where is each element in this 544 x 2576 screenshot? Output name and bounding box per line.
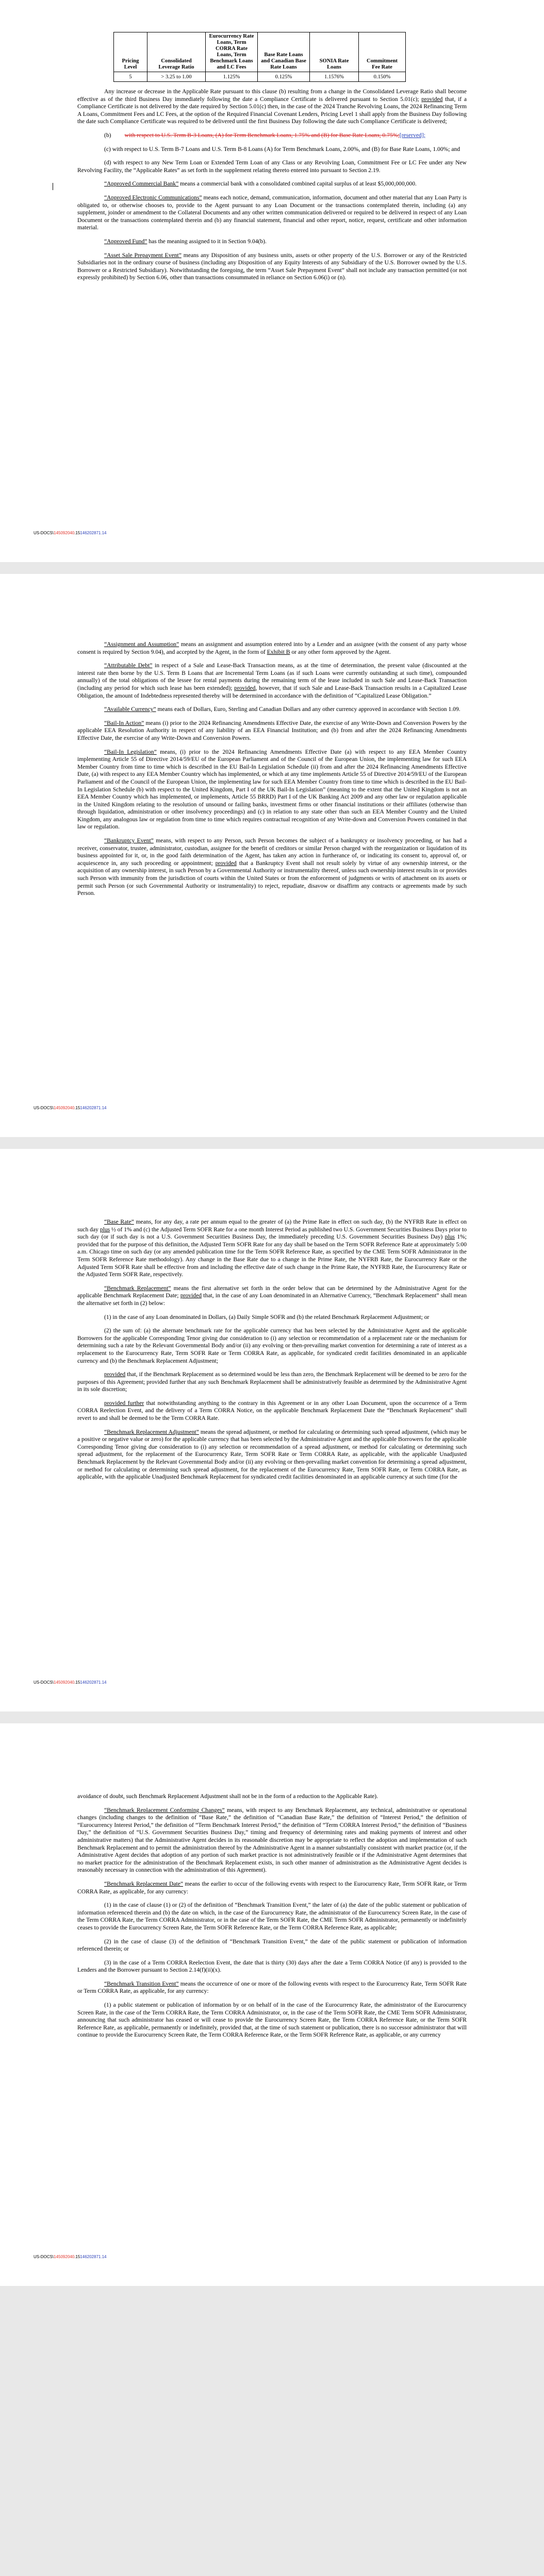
definition-asset-sale-prepayment-event: “Asset Sale Prepayment Event” means any Disposition of any business units, assets or other property of the U.S. Borrower or any of the Restricted Subsidiaries not in the ordinary course of business (including any Disposition of any Equity Interests of any Subsidiary of the U.S. Borrower owned by the U.S. Borrower or a Restricted Subsidiary). Notwithstanding the foregoing, the term “Asset Sale Prepayment Event” shall not include any transaction permitted (or not expressly prohibited) by Section 6.06, other than transactions consummated in reliance on Section 6.06(i) or (n). (77, 251, 467, 281)
document-page-2 (0, 574, 544, 1137)
definition-attributable-debt: “Attributable Debt” in respect of a Sale and Lease-Back Transaction means, as at the time of determination, the present value (discounted at the interest rate then borne by the U.S. Term B Loans that are Incremental Term Loans (as if such Loans were currently outstanding at such time), compounded annually) of the total obligations of the lessee for rental payments during the remaining term of the lease included in such Sale and Lease-Back Transaction (including any period for which such lease has been extended); provided, however, that if such Sale and Lease-Back Transaction results in a Capitalized Lease Obligation, the amount of Indebtedness represented thereby will be determined in accordance with the definition of “Capitalized Lease Obligation.” (77, 662, 467, 699)
definition-base-rate: “Base Rate” means, for any day, a rate per annum equal to the greater of (a) the Prime Rate in effect on such day, (b) the NYFRB Rate in effect on such day plus ½ of 1% and (c) the Adjusted Term SOFR Rate for a one month Interest Period as published two U.S. Government Securities Business Days prior to such day (or if such day is not a U.S. Government Securities Business Day, the immediately preceding U.S. Government Securities Business Day) plus 1%; provided that for the purpose of this definition, the Adjusted Term SOFR Rate for any day shall be based on the Term SOFR Reference Rate at approximately 5:00 a.m. Chicago time on such day (or any amended publication time for the Term SOFR Reference Rate, as specified by the CME Term SOFR Administrator in the Term SOFR Reference Rate methodology). Any change in the Base Rate due to a change in the Prime Rate, the NYFRB Rate, the Eurocurrency Rate or the Adjusted Term SOFR Rate shall be effective from and including the effective date of such change in the Prime Rate, the NYFRB Rate, the Eurocurrency Rate or the Adjusted Term SOFR Rate, respectively. (77, 1218, 467, 1278)
document-page-3 (0, 1149, 544, 1711)
definition-available-currency: “Available Currency” means each of Dollars, Euro, Sterling and Canadian Dollars and any other currency approved in accordance with Section 1.09. (104, 706, 460, 713)
definition-bail-in-action: “Bail-In Action” means (i) prior to the 2024 Refinancing Amendments Effective Date, the exercise of any Write-Down and Conversion Powers by the applicable EEA Resolution Authority in respect of any liability of an EEA Financial Institution; and (b) from and after the 2024 Refinancing Amendments Effective Date, the exercise of any Write-Down and Conversion Powers. (77, 719, 467, 741)
clause-d: (d) with respect to any New Term Loan or Extended Term Loan of any Class or any Revolving Loan, Commitment Fee or LC Fee under any New Revolving Facility, the “Applicable Rates” as set forth in the supplement relating thereto entered into pursuant to Section 2.19. (77, 159, 467, 174)
definition-benchmark-replacement: “Benchmark Replacement” means the first alternative set forth in the order below that can be determined by the Administrative Agent for the applicable Benchmark Replacement Date; provided that, in the case of any Loan denominated in an Alternative Currency, “Benchmark Replacement” shall mean the alternative set forth in (2) below: (77, 1284, 467, 1307)
table-cell: 1.1576% (310, 72, 359, 82)
benchmark-replacement-clause-1: (1) in the case of any Loan denominated in Dollars, (a) Daily Simple SOFR and (b) the related Benchmark Replacement Adjustment; or (104, 1313, 430, 1320)
table-header-cell: Pricing Level (114, 32, 147, 72)
definition-benchmark-transition-event: “Benchmark Transition Event” means the occurrence of one or more of the following events with respect to the Eurocurrency Rate, Term SOFR Rate or Term CORRA Rate, as applicable, for any currency: (77, 1980, 467, 1995)
deleted-text: with respect to U.S. Term B-3 Loans, (A) for Term Benchmark Loans, 1.75% and (B) for Base Rate Loans, 0.75%; (124, 131, 400, 139)
definition-bankruptcy-event: “Bankruptcy Event” means, with respect to any Person, such Person becomes the subject of a bankruptcy or insolvency proceeding, or has had a receiver, conservator, trustee, administrator, custodian, assignee for the benefit of creditors or similar Person charged with the reorganization or liquidation of its business appointed for it, or, in the good faith determination of the Agent, has taken any action in furtherance of, or indicating its consent to, approval of, or acquiescence in, any such proceeding or appointment; provided that a Bankruptcy Event shall not result solely by virtue of any ownership interest, or the acquisition of any ownership interest, in such Person by a Governmental Authority or instrumentality thereof, unless such ownership interest results in or provides such Person with immunity from the jurisdiction of courts within the United States or from the enforcement of judgments or writs of attachment on its assets or permit such Person (or such Governmental Authority or instrumentality) to reject, repudiate, disavow or disaffirm any contracts or agreements made by such Person. (77, 837, 467, 897)
benchmark-proviso-1: provided that, if the Benchmark Replacement as so determined would be less than zero, the Benchmark Replacement will be deemed to be zero for the purposes of this Agreement; provided further that any such Benchmark Replacement shall be administratively feasible as determined by the Administrative Agent in its sole discretion; (77, 1371, 467, 1393)
table-cell: 0.125% (258, 72, 310, 82)
replacement-date-clause-1: (1) in the case of clause (1) or (2) of the definition of “Benchmark Transition Event,” the later of (a) the date of the public statement or publication of information referenced therein and (b) the date on which, in the case of the Eurocurrency Rate, the administrator of the Eurocurrency Screen Rate, in the case of the Term CORRA Rate, the Term CORRA Administrator, or in the case of the Term SOFR Rate, the CME Term SOFR Administrator, permanently or indefinitely ceases to provide the Eurocurrency Screen Rate, the Term SOFR Reference Rate, or the Term CORRA Reference Rate, as applicable; (77, 1902, 467, 1931)
replacement-date-clause-3: (3) in the case of a Term CORRA Reelection Event, the date that is thirty (30) days after the date a Term CORRA Notice (if any) is provided to the Lenders and the Borrower pursuant to Section 2.14(f)(ii)(x). (77, 1959, 467, 1974)
document-page-1 (0, 0, 544, 562)
pricing-adjustment-paragraph: Any increase or decrease in the Applicable Rate pursuant to this clause (b) resulting from a change in the Consolidated Leverage Ratio shall become effective as of the third Business Day immediately following the date a Compliance Certificate is delivered pursuant to Section 5.01(c); provided that, if a Compliance Certificate is not delivered by the date required by Section 5.01(c) then, in the case of the 2024 Tranche Revolving Loans, the 2024 Refinancing Term A Loans, Commitment Fees and LC Fees, at the option of the Required Financial Covenant Lenders, Pricing Level 1 shall apply from the Business Day following the date such Compliance Certificate was required to be delivered until the first Business Day following the date such Compliance Certificate is delivered; (77, 88, 467, 125)
clause-c: (c) with respect to U.S. Term B-7 Loans and U.S. Term B-8 Loans (A) for Term Benchmark Loans, 2.00%, and (B) for Base Rate Loans, 1.00%; and (104, 145, 460, 152)
table-cell: > 3.25 to 1.00 (147, 72, 206, 82)
definition-approved-electronic-communications: “Approved Electronic Communications” means each notice, demand, communication, information, document and other material that any Loan Party is obligated to, or otherwise chooses to, provide to the Agent pursuant to any Loan Document or the transactions contemplated therein, including (a) any supplement, joinder or amendment to the Collateral Documents and any other written communication delivered or required to be delivered in respect of any Loan Document or the transactions contemplated therein and (b) any financial statement, financial and other report, notice, request, certificate and other information material. (77, 194, 467, 231)
pricing-table (113, 32, 406, 82)
table-cell: 5 (114, 72, 147, 82)
document-page-4 (0, 1723, 544, 2286)
table-header-cell: SONIA Rate Loans (310, 32, 359, 72)
table-cell: 0.150% (359, 72, 406, 82)
inserted-text: [reserved]; (399, 131, 425, 139)
table-header-cell: Commitment Fee Rate (359, 32, 406, 72)
definition-approved-commercial-bank: “Approved Commercial Bank” means a commercial bank with a consolidated combined capital surplus of at least $5,000,000,000. (104, 180, 417, 188)
document-id-footer: US-DOCS\145092040.15146202871.14 (34, 1680, 107, 1685)
table-header-cell: Base Rate Loans and Canadian Base Rate Loans (258, 32, 310, 72)
clause-b: (b) with respect to U.S. Term B-3 Loans, (A) for Term Benchmark Loans, 1.75% and (B) for Base Rate Loans, 0.75%;[reserved]; (104, 131, 425, 139)
definition-benchmark-replacement-conforming-changes: “Benchmark Replacement Conforming Changes” means, with respect to any Benchmark Replacement, any technical, administrative or operational changes (including changes to the definition of “Base Rate,” the definition of “Canadian Base Rate,” the definition of “Interest Period,” the definition of “Eurocurrency Interest Period,” the definition of “Term Benchmark Interest Period,” the definition of “Term CORRA Interest Period,” the definition of “Business Day,” the definition of “U.S. Government Securities Business Day,” timing and frequency of determining rates and making payments of interest and other administrative matters) that the Administrative Agent decides in its reasonable discretion may be appropriate to reflect the adoption and implementation of such Benchmark Replacement and to permit the administration thereof by the Administrative Agent in a manner substantially consistent with market practice (or, if the Administrative Agent decides that adoption of any portion of such market practice is not administratively feasible or if the Administrative Agent determines that no market practice for the administration of the Benchmark Replacement exists, in such other manner of administration as the Administrative Agent decides is reasonably necessary in connection with the administration of this Agreement). (77, 1806, 467, 1874)
transition-event-clause-1: (1) a public statement or publication of information by or on behalf of in the case of the Eurocurrency Rate, the administrator of the Eurocurrency Screen Rate, in the case of the Term CORRA Rate, the Term CORRA Administrator, or, in the case of the Term SOFR Rate, the CME Term SOFR Administrator, announcing that such administrator has ceased or will cease to provide the Eurocurrency Screen Rate, the Term CORRA Reference Rate, or the Term SOFR Reference Rate, as applicable, permanently or indefinitely, provided that, at the time of such statement or publication, there is no successor administrator that will continue to provide the Eurocurrency Screen Rate, the Term CORRA Reference Rate, or the Term SOFR Reference Rate, as applicable, or any currency (77, 2002, 467, 2039)
document-id-footer: US-DOCS\145092040.15146202871.14 (34, 1106, 107, 1110)
document-id-footer: US-DOCS\145092040.15146202871.14 (34, 531, 107, 535)
benchmark-proviso-2: provided further that notwithstanding anything to the contrary in this Agreement or in any other Loan Document, upon the occurrence of a Term CORRA Reelection Event, and the delivery of a Term CORRA Notice, on the applicable Benchmark Replacement Date the “Benchmark Replacement” shall revert to and shall be deemed to be the Term CORRA Rate. (77, 1399, 467, 1422)
definition-benchmark-replacement-date: “Benchmark Replacement Date” means the earlier to occur of the following events with respect to the Eurocurrency Rate, Term SOFR Rate, or Term CORRA Rate, as applicable, for any currency: (77, 1880, 467, 1895)
table-row (114, 72, 406, 82)
document-id-footer: US-DOCS\145092040.15146202871.14 (34, 2255, 107, 2259)
table-header-cell: Eurocurrency Rate Loans, Term CORRA Rate Loans, Term Benchmark Loans and LC Fees (206, 32, 258, 72)
table-header-row (114, 32, 406, 72)
definition-benchmark-replacement-adjustment: “Benchmark Replacement Adjustment” means the spread adjustment, or method for calculating or determining such spread adjustment, (which may be a positive or negative value or zero) for the applicable currency that has been selected by the Administrative Agent and the applicable Borrowers for the applicable Corresponding Tenor giving due consideration to (i) any selection or recommendation of a spread adjustment, or method for calculating or determining such spread adjustment, for the replacement of the Eurocurrency Rate, Term SOFR Rate or Term CORRA Rate, as applicable, with the applicable Unadjusted Benchmark Replacement by the Relevant Governmental Body and/or (ii) any evolving or then-prevailing market convention for determining a spread adjustment, or method for calculating or determining such spread adjustment, for the replacement of the Eurocurrency Rate, Term SOFR Rate, or Term CORRA Rate, as applicable, with the applicable Unadjusted Benchmark Replacement for syndicated credit facilities denominated in an applicable currency at such time (for the (77, 1428, 467, 1481)
definition-assignment-and-assumption: “Assignment and Assumption” means an assignment and assumption entered into by a Lender and an assignee (with the consent of any party whose consent is required by Section 9.04), and accepted by the Agent, in the form of Exhibit B or any other form approved by the Agent. (77, 641, 467, 655)
replacement-date-clause-2: (2) in the case of clause (3) of the definition of “Benchmark Transition Event,” the date of the public statement or publication of information referenced therein; or (77, 1938, 467, 1953)
continued-paragraph: avoidance of doubt, such Benchmark Replacement Adjustment shall not be in the form of a reduction to the Applicable Rate). (77, 1793, 378, 1800)
table-cell: 1.125% (206, 72, 258, 82)
table-header-cell: Consolidated Leverage Ratio (147, 32, 206, 72)
definition-approved-fund: “Approved Fund” has the meaning assigned to it in Section 9.04(b). (104, 238, 267, 245)
benchmark-replacement-clause-2: (2) the sum of: (a) the alternate benchmark rate for the applicable currency that has been selected by the Administrative Agent and the applicable Borrowers for the applicable Corresponding Tenor giving due consideration to (i) any selection or recommendation of a replacement rate or the mechanism for determining such a rate by the Relevant Governmental Body and/or (ii) any evolving or then-prevailing market convention for determining a rate of interest as a replacement to the Eurocurrency Rate, Term SOFR Rate or Term CORRA Rate, as applicable, for syndicated credit facilities denominated in an applicable currency and (b) the Benchmark Replacement Adjustment; (77, 1327, 467, 1364)
definition-bail-in-legislation: “Bail-In Legislation” means, (i) prior to the 2024 Refinancing Amendments Effective Date (a) with respect to any EEA Member Country implementing Article 55 of Directive 2014/59/EU of the European Parliament and of the Council of the European Union, the implementing law for such EEA Member Country from time to time which is described in the EU Bail-In Legislation Schedule (ii) from and after the 2024 Refinancing Amendments Effective Date, (a) with respect to any EEA Member Country which has implemented, or which at any time implements Article 55 of Directive 2014/59/EU of the European Parliament and of the Council of the European Union, the implementing law for such EEA Member Country from time to time which is described in the EU Bail-In Legislation Schedule (b) with respect to the United Kingdom, Part I of the UK Bail-In Legislation” (meaning to the extent that the United Kingdom is not an EEA Member Country which has implemented, or implements, Article 55 BRRD) Part I of the UK Banking Act 2009 and any other law or regulation applicable in the United Kingdom relating to the resolution of unsound or failing banks, investment firms or other financial institutions or their affiliates (otherwise than through liquidation, administration or other insolvency proceedings) and (c) in relation to any state other than such an EEA Member Country and the United Kingdom, any analogous law or regulation from time to time which requires contractual recognition of any Write-down and Conversion Powers contained in that law or regulation. (77, 748, 467, 831)
